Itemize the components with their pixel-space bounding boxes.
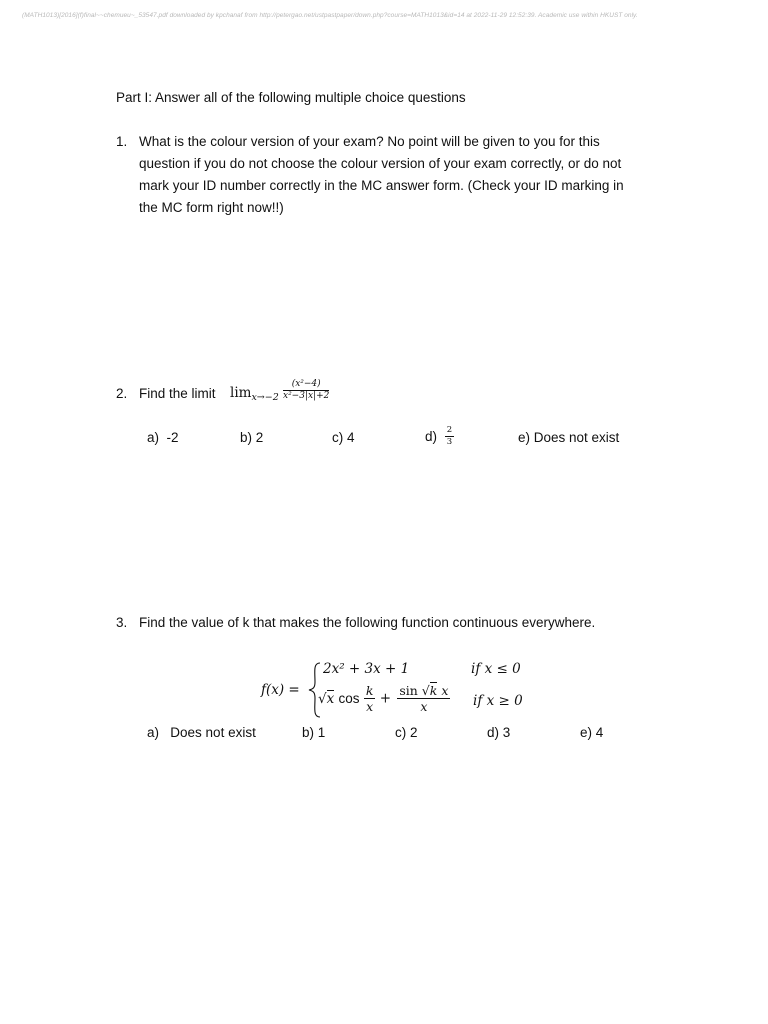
q3-option-a <box>147 725 256 740</box>
question-1-line-1: What is the colour version of your exam? No point will be given to you for this <box>139 134 600 149</box>
q2-option-a <box>147 430 179 445</box>
download-watermark: (MATH1013)[2016](f)final~~chemueu~_53547.pdf downloaded by kpchanaf from http://petergao.net/ustpastpaper/down.php?course=MATH1013&id=14 at 2022-11-29 12:52:39. Academic use within HKUST only. <box>22 12 638 19</box>
question-3-text: Find the value of k that makes the following function continuous everywhere. <box>139 615 596 630</box>
q3-option-d: d) 3 <box>487 725 511 740</box>
sin-numerator: sin √k x <box>399 683 449 698</box>
sin-denominator: x <box>420 699 428 715</box>
part-title: Part I: Answer all of the following multiple choice questions <box>116 90 466 105</box>
lim-word: lim <box>230 385 252 401</box>
cos-function: cos <box>338 691 360 707</box>
case-1-expression: 2x² + 3x + 1 <box>323 661 410 677</box>
sqrt-x: √x <box>318 690 335 707</box>
sin-fraction <box>397 684 450 713</box>
question-1-line-2: question if you do not choose the colour version of your exam correctly, or do not <box>139 156 622 171</box>
q2-option-e: e) Does not exist <box>518 430 620 445</box>
question-2-number: 2. <box>116 386 128 401</box>
q2-option-a-label: a) <box>147 430 160 445</box>
q2-option-a-value: -2 <box>166 430 179 445</box>
question-1-line-4: the MC form right now!!) <box>139 200 284 215</box>
limit-operator <box>230 385 279 403</box>
q3-option-b: b) 1 <box>302 725 326 740</box>
limit-fraction <box>283 380 329 402</box>
limit-numerator: (x²−4) <box>283 380 329 391</box>
case-1-condition: if x ≤ 0 <box>471 661 521 677</box>
question-3-number: 3. <box>116 615 128 630</box>
question-1-line-3: mark your ID number correctly in the MC answer form. (Check your ID marking in <box>139 178 624 193</box>
q2-option-d-denominator: 3 <box>446 436 453 447</box>
q3-option-a-value: Does not exist <box>170 725 256 740</box>
question-1-number: 1. <box>116 134 128 149</box>
function-lhs: f(x) = <box>261 682 300 698</box>
q3-option-a-label: a) <box>147 725 160 740</box>
q3-option-e: e) 4 <box>580 725 604 740</box>
q2-option-d <box>425 426 454 447</box>
q2-option-c: c) 4 <box>332 430 355 445</box>
plus-sign: + <box>379 690 392 707</box>
case-2-condition: if x ≥ 0 <box>473 693 523 709</box>
q2-option-d-numerator: 2 <box>446 425 453 435</box>
q3-option-c: c) 2 <box>395 725 418 740</box>
limit-denominator: x²−3|x|+2 <box>283 391 330 402</box>
case-2-expression <box>318 684 450 713</box>
lim-subscript: x→−2 <box>251 392 279 403</box>
q2-option-d-fraction <box>445 426 454 447</box>
q2-option-d-label: d) <box>425 428 438 444</box>
q2-option-b: b) 2 <box>240 430 264 445</box>
question-2-text: Find the limit <box>139 386 216 401</box>
k-over-x-fraction: $\frac{k}{x}$ <box>365 683 374 715</box>
